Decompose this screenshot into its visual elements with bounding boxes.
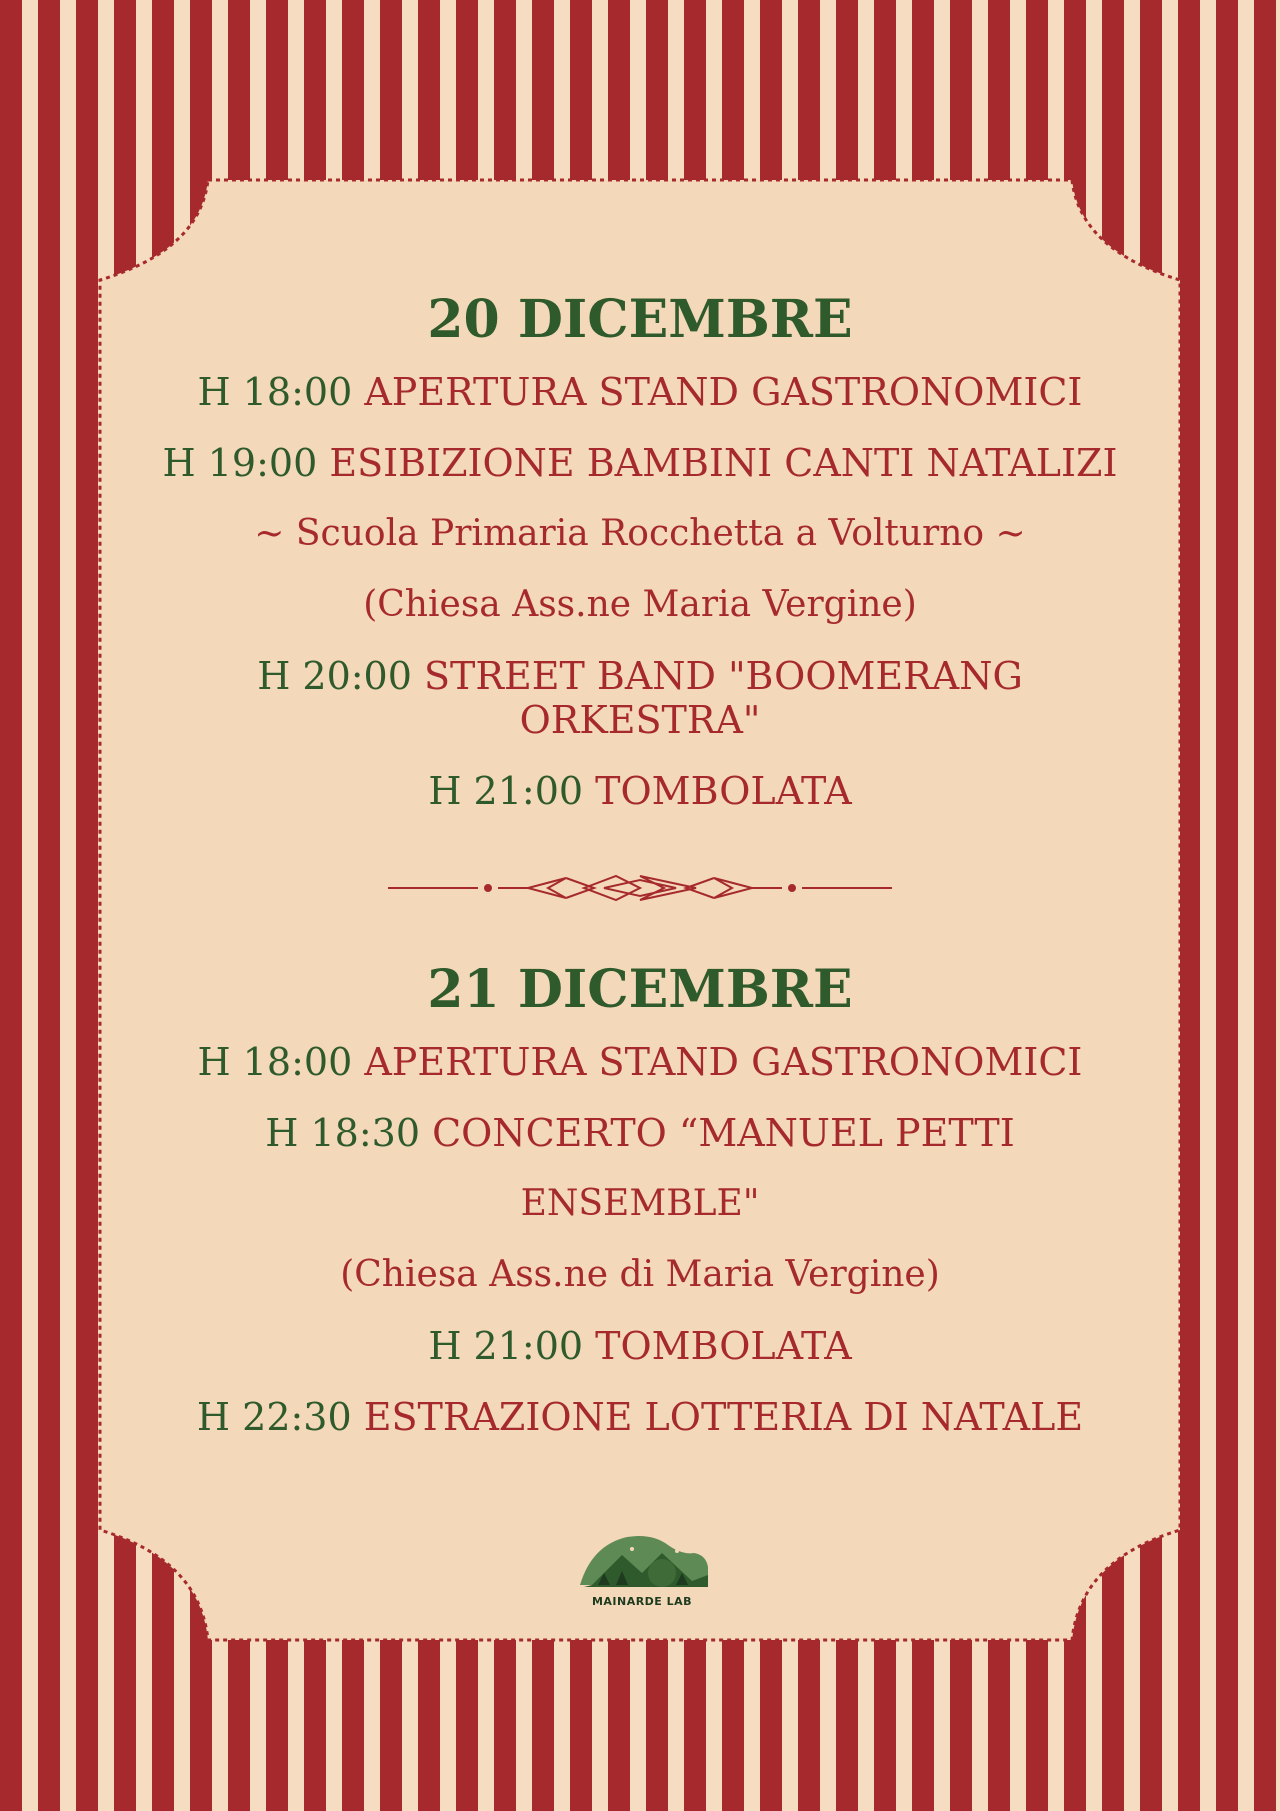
schedule-event: (Chiesa Ass.ne di Maria Vergine) — [340, 1254, 940, 1295]
schedule-line — [140, 1182, 1140, 1226]
schedule-event: ~ Scuola Primaria Rocchetta a Volturno ~ — [254, 513, 1026, 554]
schedule-event: CONCERTO “MANUEL PETTI — [432, 1111, 1015, 1155]
schedule-line — [140, 512, 1140, 556]
day-1-schedule — [140, 370, 1140, 813]
schedule-time: H 18:00 — [197, 370, 353, 414]
schedule-line — [140, 1395, 1140, 1439]
schedule-event: ENSEMBLE" — [520, 1183, 760, 1224]
schedule-event: ESTRAZIONE LOTTERIA DI NATALE — [363, 1395, 1084, 1439]
schedule-line — [140, 441, 1140, 485]
schedule-event: TOMBOLATA — [595, 769, 852, 813]
schedule-event: APERTURA STAND GASTRONOMICI — [364, 370, 1083, 414]
schedule-event: TOMBOLATA — [595, 1324, 852, 1368]
schedule-line — [140, 1253, 1140, 1297]
schedule-time: H 18:00 — [197, 1040, 353, 1084]
schedule-time: H 21:00 — [428, 1324, 584, 1368]
schedule-line — [140, 1111, 1140, 1155]
schedule-time: H 18:30 — [265, 1111, 420, 1155]
schedule-line — [140, 769, 1140, 813]
schedule-event: STREET BAND "BOOMERANG ORKESTRA" — [424, 654, 1023, 742]
day-1-date: 20 DICEMBRE — [427, 289, 853, 350]
day-2-schedule — [140, 1040, 1140, 1439]
mountain-logo-icon — [572, 1515, 712, 1595]
schedule-event: APERTURA STAND GASTRONOMICI — [364, 1040, 1083, 1084]
ornament-divider — [388, 868, 892, 908]
schedule-event: (Chiesa Ass.ne Maria Vergine) — [363, 584, 917, 625]
day-1-section — [140, 290, 1140, 840]
schedule-time: H 19:00 — [162, 441, 318, 485]
schedule-line — [140, 654, 1140, 742]
schedule-time: H 20:00 — [257, 654, 412, 698]
day-2-section — [140, 960, 1140, 1466]
schedule-line — [140, 583, 1140, 627]
schedule-line — [140, 1040, 1140, 1084]
schedule-line — [140, 370, 1140, 414]
schedule-event: ESIBIZIONE BAMBINI CANTI NATALIZI — [329, 441, 1118, 485]
mainarde-lab-logo — [572, 1515, 712, 1615]
logo-text: MAINARDE LAB — [591, 1595, 693, 1608]
schedule-time: H 21:00 — [428, 769, 584, 813]
day-2-date: 21 DICEMBRE — [427, 959, 853, 1020]
schedule-line — [140, 1324, 1140, 1368]
schedule-time: H 22:30 — [196, 1395, 352, 1439]
